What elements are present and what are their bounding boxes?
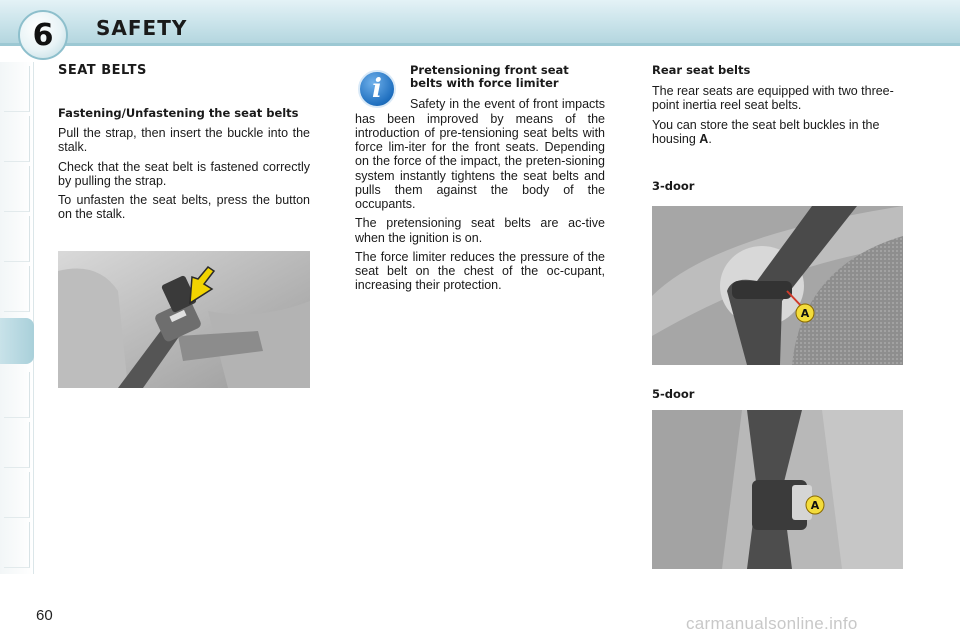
chapter-tab[interactable] bbox=[4, 266, 30, 312]
watermark: carmanualsonline.info bbox=[686, 614, 858, 633]
caption-3door: 3-door bbox=[652, 179, 695, 193]
chapter-number-badge: 6 bbox=[18, 10, 68, 60]
callout-a-label: A bbox=[810, 499, 820, 512]
chapter-tab[interactable] bbox=[4, 166, 30, 212]
chapter-tab-strip bbox=[0, 62, 34, 574]
info-icon: i bbox=[358, 70, 396, 108]
chapter-tab[interactable] bbox=[4, 422, 30, 468]
chapter-tab[interactable] bbox=[4, 472, 30, 518]
buckle-photo bbox=[58, 251, 310, 388]
paragraph: To unfasten the seat belts, press the button on the stalk. bbox=[58, 193, 310, 222]
housing-label: A bbox=[699, 131, 709, 146]
rear-belt-3door-photo bbox=[652, 206, 903, 365]
chapter-tab[interactable] bbox=[4, 116, 30, 162]
chapter-tab[interactable] bbox=[4, 66, 30, 112]
paragraph: Check that the seat belt is fastened correctly by pulling the strap. bbox=[58, 159, 310, 188]
subsection-heading: Pretensioning front seat belts with force limiter bbox=[410, 63, 569, 91]
middle-column bbox=[355, 64, 605, 298]
paragraph: Pull the strap, then insert the buckle into the stalk. bbox=[58, 126, 310, 155]
paragraph: Safety in the event of front impacts has been improved by means of the introduction of pre-tensioning seat belts with force lim-iter for the front seats. Depending on the force of the impact, the preten-sioning system instantly tightens the seat belts and pulls them against the body of the occupants. bbox=[355, 97, 605, 212]
paragraph: The rear seats are equipped with two three-point inertia reel seat belts. bbox=[652, 84, 894, 113]
paragraph: The pretensioning seat belts are ac-tive when the ignition is on. bbox=[355, 216, 605, 245]
subsection-heading: Rear seat belts bbox=[652, 63, 751, 77]
rear-belt-5door-photo bbox=[652, 410, 903, 569]
right-column bbox=[652, 64, 904, 151]
section-heading: SEAT BELTS bbox=[58, 63, 147, 78]
caption-5door: 5-door bbox=[652, 387, 695, 401]
chapter-tab[interactable] bbox=[4, 372, 30, 418]
chapter-tab[interactable] bbox=[4, 522, 30, 568]
chapter-tab[interactable] bbox=[4, 216, 30, 262]
buckle-illustration bbox=[58, 251, 310, 388]
callout-a-label: A bbox=[800, 307, 810, 320]
page-number: 60 bbox=[36, 607, 53, 624]
paragraph: You can store the seat belt buckles in the housing A. bbox=[652, 117, 880, 146]
page-title: SAFETY bbox=[96, 16, 188, 40]
left-column bbox=[58, 64, 310, 227]
subsection-heading: Fastening/Unfastening the seat belts bbox=[58, 105, 299, 120]
paragraph: The force limiter reduces the pressure of the seat belt on the chest of the oc-cupant, increasing their protection. bbox=[355, 249, 605, 293]
chapter-tab-active[interactable] bbox=[0, 318, 34, 364]
